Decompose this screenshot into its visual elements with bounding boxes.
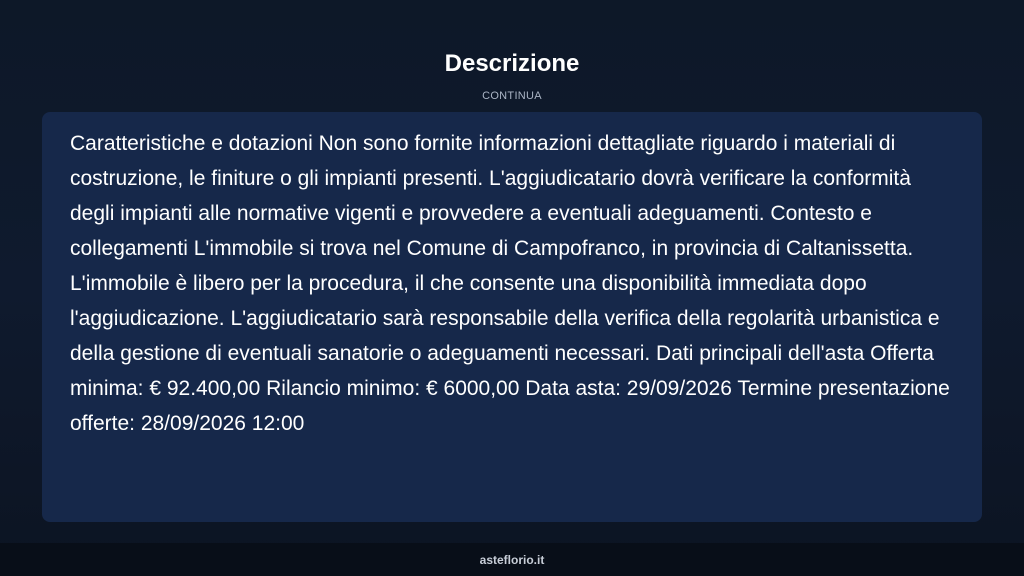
footer-bar (0, 543, 1024, 576)
site-name: asteflorio.it (479, 553, 545, 567)
page-header (0, 0, 1024, 110)
description-text: Caratteristiche e dotazioni Non sono fornite informazioni dettagliate riguardo i materiali di costruzione, le finiture o gli impianti presenti. L'aggiudicatario dovrà verificare la conformità degli impianti alle normative vigenti e provvedere a eventuali adeguamenti. Contesto e collegamenti L'immobile si trova nel Comune di Campofranco, in provincia di Caltanissetta. L'immobile è libero per la procedura, il che consente una disponibilità immediata dopo l'aggiudicazione. L'aggiudicatario sarà responsabile della verifica della regolarità urbanistica e della gestione di eventuali sanatorie o adeguamenti necessari. Dati principali dell'asta Offerta minima: € 92.400,00 Rilancio minimo: € 6000,00 Data asta: 29/09/2026 Termine presentazione offerte: 28/09/2026 12:00 (70, 132, 950, 435)
description-card (42, 112, 982, 522)
page-title: Descrizione (444, 50, 580, 77)
continue-label: CONTINUA (482, 90, 542, 102)
